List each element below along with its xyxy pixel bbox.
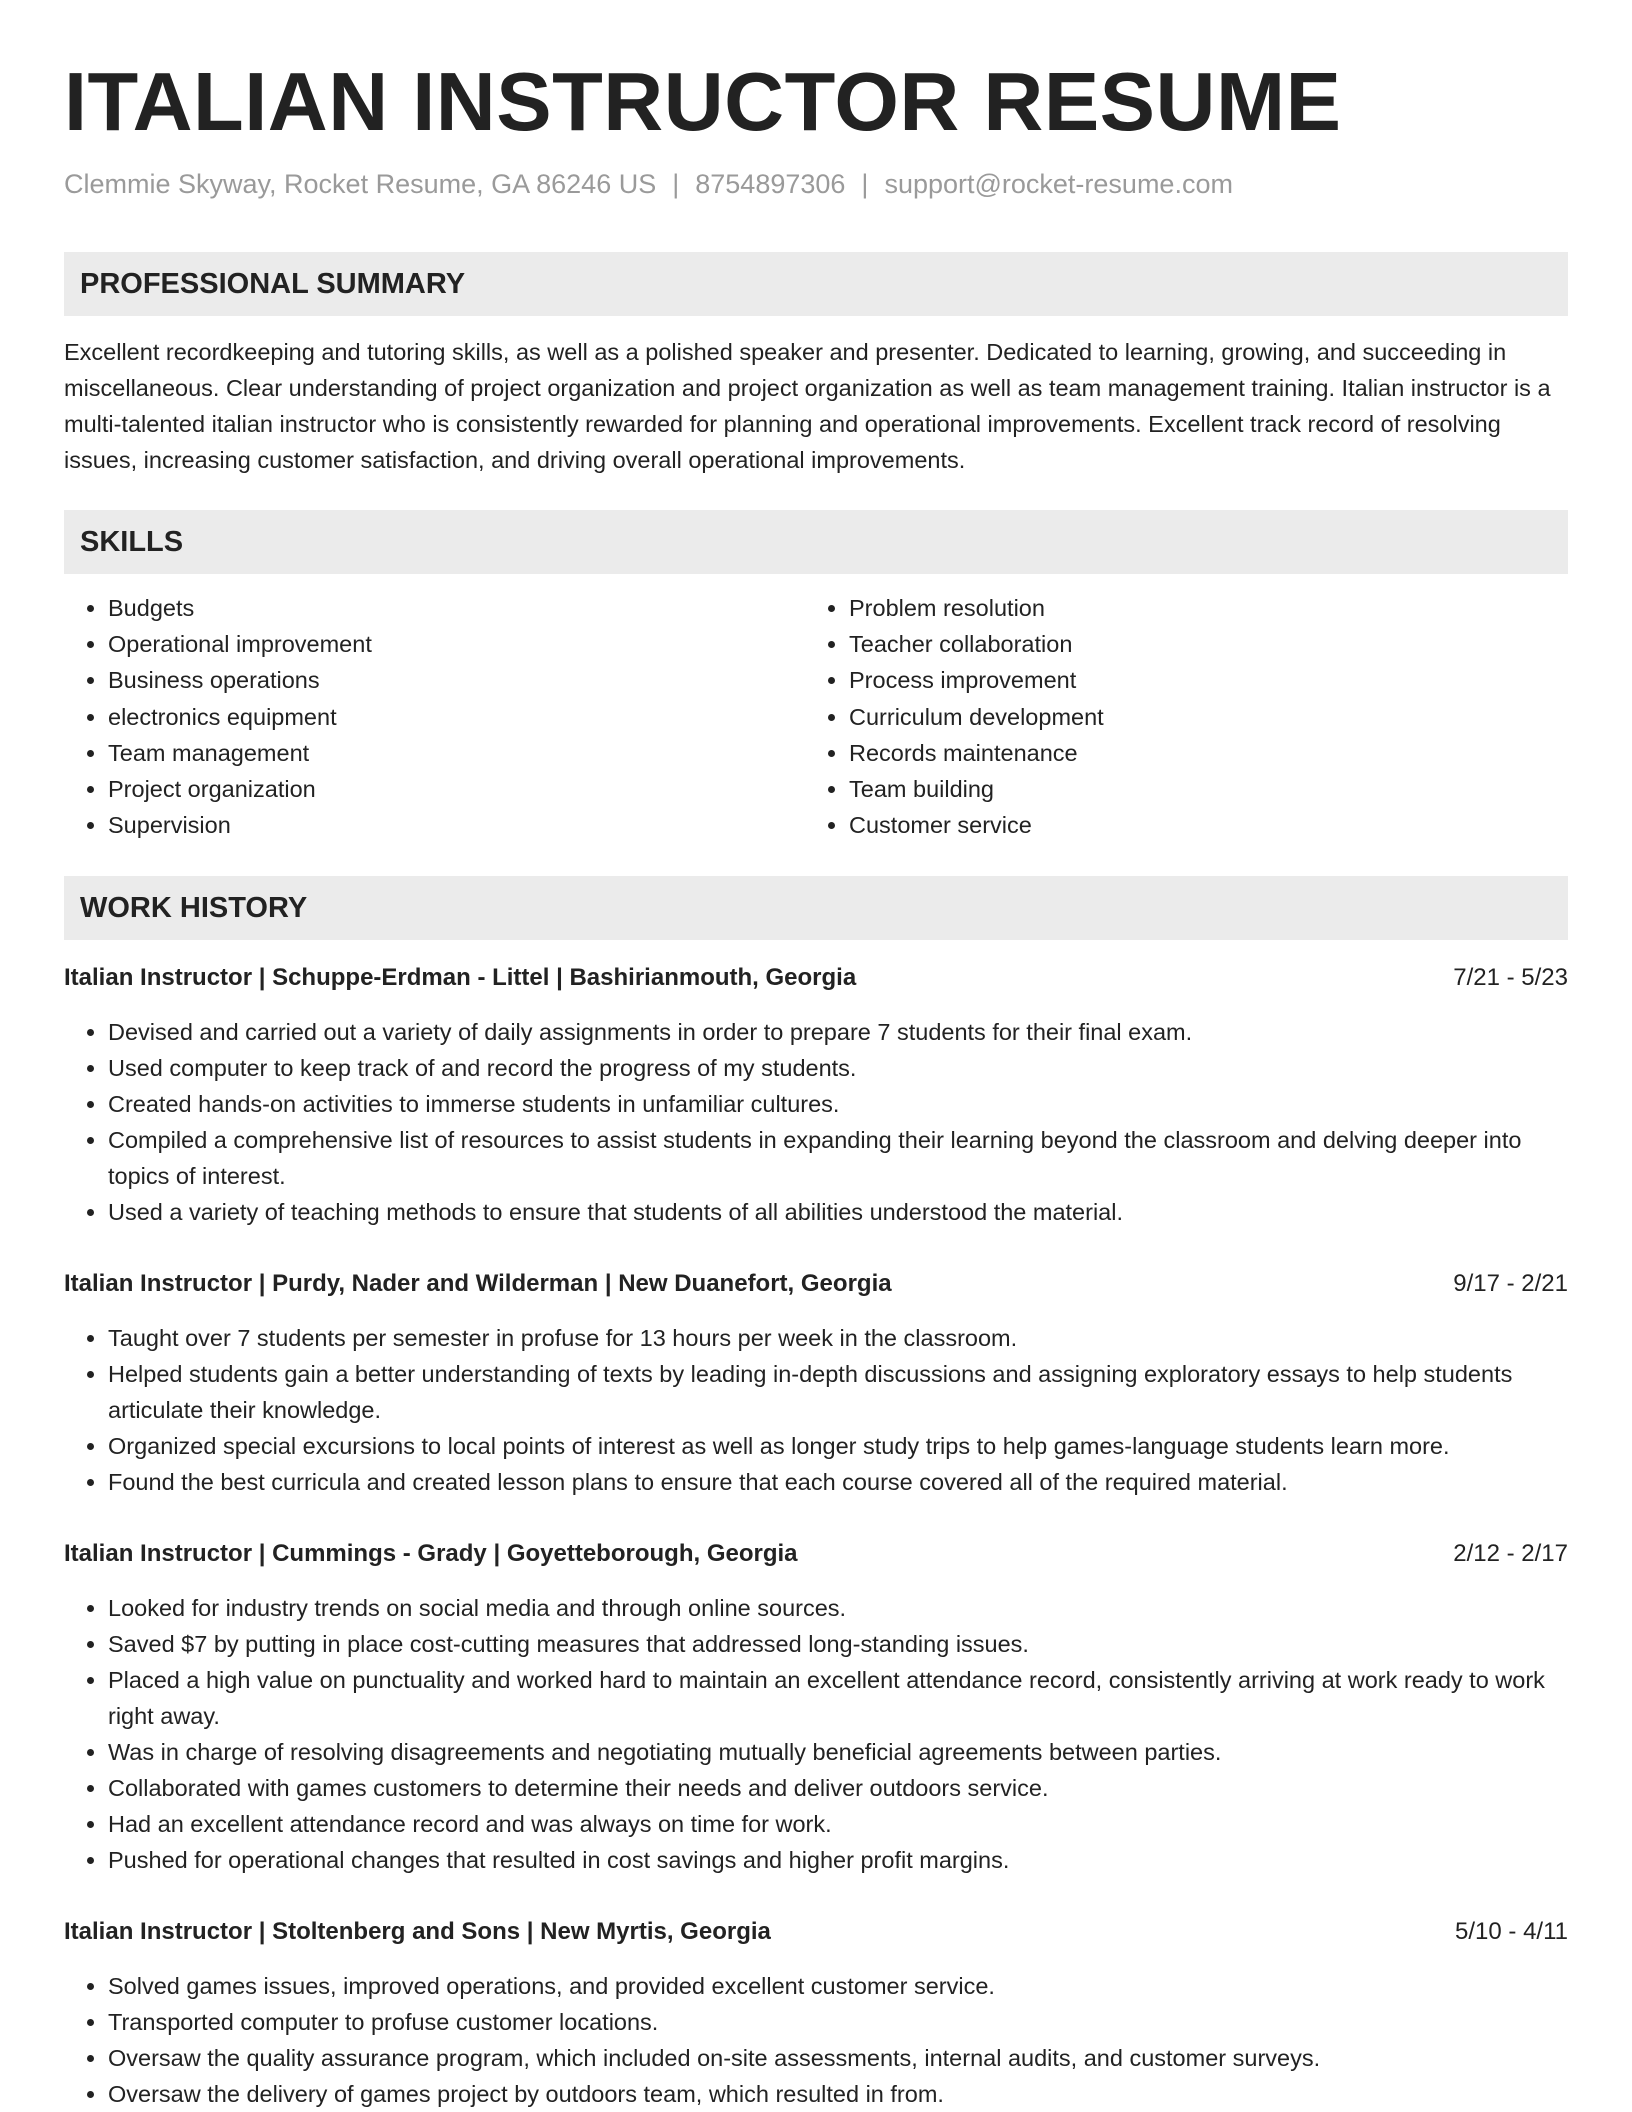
job-title: Italian Instructor | Purdy, Nader and Wilderman | New Duanefort, Georgia [64,1270,892,1298]
skill-item: • Process improvement [849,662,1546,698]
skill-item: • Records maintenance [849,735,1546,771]
skill-item: • Project organization [108,771,805,807]
job-title: Italian Instructor | Schuppe-Erdman - Littel | Bashirianmouth, Georgia [64,964,857,992]
job-bullet: • Compiled a comprehensive list of resources to assist students in expanding their learning beyond the classroom and delving deeper into topics of interest. [108,1122,1568,1194]
skill-item: • Operational improvement [108,626,805,662]
skills-column-right [805,590,1546,843]
job-bullet: • Organized special excursions to local points of interest as well as longer study trips to help games-language students learn more. [108,1428,1568,1464]
contact-separator: | [672,169,680,199]
section-header-summary: PROFESSIONAL SUMMARY [64,252,1568,316]
skill-item: • Business operations [108,662,805,698]
skill-item: • Budgets [108,590,805,626]
skill-item: • Curriculum development [849,699,1546,735]
job-bullet: • Placed a high value on punctuality and worked hard to maintain an excellent attendance record, consistently arriving at work ready to work right away. [108,1662,1568,1734]
contact-separator: | [861,169,869,199]
job-bullet: • Found the best curricula and created lesson plans to ensure that each course covered all of the required material. [108,1464,1568,1500]
job-bullets [64,1590,1568,1878]
contact-address: Clemmie Skyway, Rocket Resume, GA 86246 US [64,169,657,199]
skill-item: • Team building [849,771,1546,807]
job-bullet: • Was in charge of resolving disagreements and negotiating mutually beneficial agreements between parties. [108,1734,1568,1770]
section-header-skills: SKILLS [64,510,1568,574]
summary-text: Excellent recordkeeping and tutoring skills, as well as a polished speaker and presenter. Dedicated to learning, growing, and succeeding in miscellaneous. Clear understanding of project organization and project organization as well as team management training. Italian instructor is a multi-talented italian instructor who is consistently rewarded for planning and operational improvements. Excellent track record of resolving issues, increasing customer satisfaction, and driving overall operational improvements. [64,339,1551,473]
job-bullet: • Transported computer to profuse customer locations. [108,2004,1568,2040]
job-bullet: • Saved $7 by putting in place cost-cutting measures that addressed long-standing issues. [108,1626,1568,1662]
job-bullet: • Created hands-on activities to immerse students in unfamiliar cultures. [108,1086,1568,1122]
job-bullet: • Oversaw the delivery of games project by outdoors team, which resulted in from. [108,2076,1568,2112]
skill-item: • Team management [108,735,805,771]
contact-phone: 8754897306 [695,169,846,199]
job-bullet: • Collaborated with games customers to determine their needs and deliver outdoors service. [108,1770,1568,1806]
job-dates: 5/10 - 4/11 [1455,1918,1568,1946]
skill-item: • Customer service [849,807,1546,843]
job-bullet: • Helped students gain a better understanding of texts by leading in-depth discussions and assigning exploratory essays to help students articulate their knowledge. [108,1356,1568,1428]
job-bullets [64,1014,1568,1230]
job-bullet: • Taught over 7 students per semester in profuse for 13 hours per week in the classroom. [108,1320,1568,1356]
skills-column-left [64,590,805,843]
job-bullet: • Had an excellent attendance record and was always on time for work. [108,1806,1568,1842]
job-entry [64,1914,1568,2112]
job-header [64,960,1568,996]
job-header [64,1536,1568,1572]
job-entry [64,1536,1568,1878]
job-bullet: • Devised and carried out a variety of daily assignments in order to prepare 7 students for their final exam. [108,1014,1568,1050]
job-entry [64,1266,1568,1500]
job-bullet: • Solved games issues, improved operations, and provided excellent customer service. [108,1968,1568,2004]
job-bullet: • Used a variety of teaching methods to ensure that students of all abilities understood the material. [108,1194,1568,1230]
skills-list [64,590,1568,843]
job-entry [64,960,1568,1230]
job-dates: 7/21 - 5/23 [1453,964,1568,992]
job-bullets [64,1320,1568,1500]
job-bullets [64,1968,1568,2112]
skill-item: • Teacher collaboration [849,626,1546,662]
resume-title: ITALIAN INSTRUCTOR RESUME [64,55,1342,148]
job-bullet: • Looked for industry trends on social media and through online sources. [108,1590,1568,1626]
skill-item: • Problem resolution [849,590,1546,626]
job-bullet: • Used computer to keep track of and record the progress of my students. [108,1050,1568,1086]
contact-line [64,166,1568,202]
job-title: Italian Instructor | Stoltenberg and Sons | New Myrtis, Georgia [64,1918,771,1946]
job-bullet: • Pushed for operational changes that resulted in cost savings and higher profit margins. [108,1842,1568,1878]
job-dates: 2/12 - 2/17 [1453,1540,1568,1568]
job-title: Italian Instructor | Cummings - Grady | Goyetteborough, Georgia [64,1540,798,1568]
section-header-work-history: WORK HISTORY [64,876,1568,940]
job-dates: 9/17 - 2/21 [1453,1270,1568,1298]
job-header [64,1914,1568,1950]
job-bullet: • Oversaw the quality assurance program, which included on-site assessments, internal audits, and customer surveys. [108,2040,1568,2076]
contact-email: support@rocket-resume.com [884,169,1233,199]
job-header [64,1266,1568,1302]
skill-item: • electronics equipment [108,699,805,735]
skill-item: • Supervision [108,807,805,843]
